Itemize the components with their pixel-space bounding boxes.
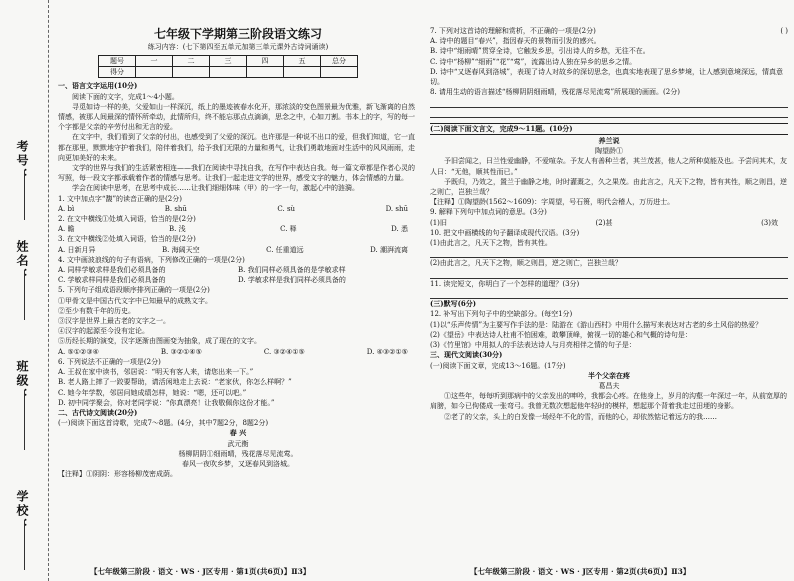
question-12-3: (3)《竹里馆》中用拟人的手法表达诗人与月亮相伴之情的句子是：	[430, 341, 636, 350]
xuexiao-line	[24, 520, 25, 570]
question-12-2: (2)《望岳》中表达诗人杜甫不怕困难，敢攀顶峰，俯视一切的雄心和气概的诗句是：	[430, 330, 692, 339]
option[interactable]: A. 同样学敏求样是我们必须具备的	[58, 266, 166, 275]
banji-label: 班级：	[15, 360, 29, 402]
score-cell[interactable]	[210, 67, 247, 78]
binding-dashed-line	[48, 0, 49, 581]
poem-author: 武元衡	[227, 439, 249, 448]
section-3-intro: (一)阅读下面文章，完成13～16题。(17分)	[430, 361, 566, 370]
q5-line: ⑤历经长期的演变，汉字逐渐由图画变为抽象，成了现在的文字。	[58, 337, 261, 346]
poem-note: 【注释】①阴阴：形容杨柳茂密成荫。	[58, 470, 177, 479]
question-10-a: (1)由此言之，凡天下之物，皆有其性。	[430, 239, 552, 248]
option[interactable]: C. 她今年学数，邻居问她成绩怎样，她说：“嗯，还可以吧。”	[58, 388, 247, 397]
score-header-row	[99, 56, 358, 67]
question-1-options	[58, 204, 418, 214]
subsection-b-heading: (二)阅读下面文言文，完成9～11题。(10分)	[430, 123, 788, 135]
option[interactable]: D. 悉	[391, 225, 408, 234]
kaohao-line	[24, 170, 25, 220]
wenyan-note: 【注释】①陶望龄(1562～1609)：字周望，号石篑，明代会稽人，万历进士。	[430, 198, 675, 207]
score-header-cell: 二	[173, 56, 210, 67]
passage-paragraph: 在文字中，我们看到了父亲的付出，也感受到了父爱的深沉。也许那是一种说不出口的爱，但我们知道，它一直都在那里，默默地守护着我们，陪伴着我们，给予我们无限的力量和勇气，让我们勇敢地面对生活中的风风雨雨，走向更加美好的未来。	[58, 133, 415, 162]
question-2-options	[58, 224, 418, 234]
score-header-cell: 一	[136, 56, 173, 67]
score-cell[interactable]	[173, 67, 210, 78]
article-paragraph: ①这些年，每每听到那病中的父亲发出的呻吟，我都会心疼。在他身上，岁月的沟壑一年深过一年，从前宽厚的肩膀，如今已佝偻成一张弯弓。我曾无数次想起他年轻时的模样，想起那个背着我走过田埂的身影。	[430, 392, 787, 411]
question-10-b: (2)由此言之，凡天下之物，顺之则昌，逆之则亡，岂独兰哉？	[430, 259, 622, 268]
score-cell[interactable]	[247, 67, 284, 78]
answer-bracket[interactable]: ( )	[780, 27, 788, 35]
question-2: 2. 在文中横线①处填入词语，恰当的是(2分)	[58, 215, 196, 224]
option[interactable]: C. 诗中“杨柳”“细雨”“花”“莺”，流露出诗人独在异乡的思乡之情。	[430, 57, 637, 66]
question-10: 10. 把文中画横线的句子翻译成现代汉语。(3分)	[430, 228, 580, 237]
question-6: 6. 下列说法不正确的一项是(2分)	[58, 357, 161, 366]
left-column	[58, 26, 418, 566]
q5-line: ①甲骨文是中国古代文字中已知最早的成熟文字。	[58, 296, 212, 305]
option[interactable]: B. 老人路上摔了一跤要帮助，请活闲地走上去说：“老家伙，你怎么样啊？”	[58, 378, 292, 387]
passage-paragraph: 学会在阅读中思考，在思考中成长……让我们细细体味（甲）的一字一句，激起心中的涟漪。	[72, 184, 359, 193]
option[interactable]: A. 日新月异	[58, 245, 96, 254]
answer-line[interactable]	[430, 110, 788, 118]
question-12-1: (1)以“乐声传情”为主要写作手法的是：陆游在《游山西村》中用什么描写来表达对古老的乡土风俗的热爱？	[430, 320, 763, 329]
option[interactable]: D. shū	[385, 204, 408, 213]
section-1-intro: 阅读下面的文字，完成1～4小题。	[72, 92, 179, 101]
option[interactable]: A. ⑤①②③④	[58, 347, 99, 356]
option[interactable]: B. ③②①④⑤	[160, 347, 202, 356]
right-footer: 【七年级第三阶段 · 语文 · WS · J区专用 · 第2页(共6页)】Ⅱ3】	[470, 567, 691, 576]
option[interactable]: B. 海阔天空	[162, 245, 200, 254]
answer-line[interactable]	[430, 271, 788, 279]
question-7-text: 7. 下列对这首诗的理解和赏析，不正确的一项是(2分)	[430, 27, 596, 35]
option[interactable]: C. ③②④①⑤	[263, 347, 305, 356]
right-column	[430, 26, 788, 566]
score-header-cell: 三	[210, 56, 247, 67]
question-5: 5. 下列句子组成语段顺序排列正确的一项是(2分)	[58, 286, 210, 295]
q5-line: ④汉字的起源至今没有定论。	[58, 327, 149, 336]
section-2-intro: (一)阅读下面这首诗歌，完成7～8题。(4分，其中7题2分，8题2分)	[58, 419, 269, 428]
question-9: 9. 解释下列句中加点词的意思。(3分)	[430, 208, 547, 217]
question-12: 12. 补写出下列句子中的空缺部分。(每空1分)	[430, 310, 573, 319]
section-2-heading: 二、古代诗文阅读(20分)	[58, 407, 138, 417]
score-header-cell: 四	[247, 56, 284, 67]
xingming-line	[24, 270, 25, 320]
wenyan-author: 陶望龄①	[595, 147, 623, 156]
question-7	[430, 26, 788, 36]
poem-title: 春 兴	[229, 428, 247, 438]
q5-line: ③汉字是世界上最古老的文字之一。	[58, 317, 170, 326]
wenyan-title: 养兰说	[598, 136, 620, 146]
blank-item[interactable]: (1)旧	[430, 218, 447, 227]
article-title: 半个父亲在疼	[588, 370, 630, 380]
question-3-options	[58, 245, 418, 255]
score-header-cell: 五	[284, 56, 321, 67]
option[interactable]: B. 我们同样必须具备的是学敏求样	[238, 266, 346, 275]
left-footer: 【七年级第三阶段 · 语文 · WS · J区专用 · 第1页(共6页)】Ⅱ3】	[90, 567, 311, 576]
score-cell[interactable]	[321, 67, 358, 78]
option[interactable]: D. ④③②①⑤	[366, 347, 408, 356]
option[interactable]: A. bì	[58, 204, 75, 213]
option[interactable]: C. sù	[277, 204, 296, 213]
blank-item[interactable]: (2)甚	[595, 218, 613, 227]
question-3: 3. 在文中横线②处填入词语，恰当的是(2分)	[58, 235, 196, 244]
xuexiao-label: 学校：	[15, 490, 29, 532]
question-8: 8. 请用生动的语言描述“杨柳阴阴细雨晴，残花落尽见流莺”所展现的画面。(2分)	[430, 88, 680, 97]
kaohao-label: 考号：	[15, 140, 29, 182]
question-5-options	[58, 347, 418, 357]
option[interactable]: C. 学敏求样同样是我们必须具备的	[58, 276, 166, 285]
question-4-options	[58, 265, 418, 285]
question-11: 11. 读完短文，你明白了一个怎样的道理？(3分)	[430, 279, 580, 288]
banji-line	[24, 390, 25, 450]
binding-margin	[0, 0, 52, 581]
blank-item[interactable]: (3)效	[761, 218, 778, 227]
option[interactable]: C. 任重道远	[266, 245, 304, 254]
option[interactable]: A. 王叔在家中读书，邻居说：“明天有客人来，请您出来一下。”	[58, 368, 254, 377]
question-1: 1. 文中加点字“馥”的读音正确的是(2分)	[58, 194, 182, 203]
question-9-items	[430, 218, 788, 228]
option[interactable]: D. 诗中“又逐春风到洛城”，表现了诗人对故乡的深切思念，也真实地表现了思乡梦境，让人感到意境深远，情真意切。	[430, 67, 783, 87]
option[interactable]: B. shū	[164, 204, 187, 213]
score-cell[interactable]	[136, 67, 173, 78]
q5-line: ②至少有数千年的历史。	[58, 306, 135, 315]
option[interactable]: D. 潮湃流离	[370, 245, 408, 254]
passage-paragraph: 寻觅如诗一样的美，父爱如山一样深沉，纸上的墨迹被春水化开，那浓淡的变色图景最为优雅，新飞渐离的自然情感，被那人间最深的情怀所牵动，此情所归，终不能忘那点点滴滴，思念之中，心如刀割。书本上的字，写的每一个字都是父亲的辛劳付出和无言的爱。	[58, 102, 415, 132]
option[interactable]: B. 诗中“细雨晴”贯穿全诗，它触发乡思，引出诗人的乡愁，无往不在。	[430, 47, 650, 56]
score-header-cell: 总分	[321, 56, 358, 67]
exam-scope: 练习内容：(七下第四至五单元加第三单元课外古诗词诵读)	[147, 43, 329, 51]
option[interactable]: C. 释	[280, 225, 297, 234]
passage-paragraph: 文学的世界与我们的生活紧密相连——我们在阅读中寻找自我，在写作中表达自我。每一篇文章都是作者心灵的写照，每一段文字都承载着作者的情感与思考。让我们一起走进文学的世界，感受文字的魅力，体会情感的力量。	[58, 164, 415, 183]
question-4: 4. 文中画波浪线的句子有语病，下列修改正确的一项是(2分)	[58, 255, 245, 264]
score-row	[99, 67, 358, 78]
section-1-heading: 一、语言文字运用(10分)	[58, 81, 138, 91]
score-row-label: 得分	[99, 67, 136, 78]
option[interactable]: D. 学敏求样是我们同样必须具备的	[238, 276, 346, 285]
answer-line[interactable]	[430, 291, 788, 299]
score-header-cell: 题号	[99, 56, 136, 67]
option[interactable]: A. 诗中的题目“春兴”，指因春天的景物而引发的感兴。	[430, 37, 601, 46]
score-cell[interactable]	[284, 67, 321, 78]
poem-line: 杨柳阴阴①细雨晴，残花落尽见流莺。	[178, 449, 298, 458]
option[interactable]: D. 初中同学聚会，你对老同学说：“你真漂亮！让我敬佩你这份才能。”	[58, 398, 275, 407]
score-table	[98, 55, 358, 78]
wenyan-paragraph: 予既归，乃效之，置兰于幽静之地，时时灌溉之，久之果茂。由此言之，凡天下之物，皆有其性，顺之则昌，逆之则亡，岂独兰哉？	[430, 177, 787, 197]
subsection-c-heading: (三)默写(6分)	[430, 299, 477, 309]
section-3-heading: 三、现代文阅读(30分)	[430, 350, 503, 360]
option[interactable]: A. 瞻	[58, 225, 75, 234]
poem-line: 春风一夜吹乡梦，又逐春风到洛城。	[182, 459, 294, 468]
xingming-label: 姓名：	[15, 240, 29, 282]
option[interactable]: B. 浅	[169, 225, 186, 234]
answer-line[interactable]	[430, 250, 788, 258]
wenyan-paragraph: 予旧尝闻之，曰兰性爱幽静，不爱喧杂。予友人有善种兰者，其兰茂甚，他人之所种莫能及也。予尝问其术，友人曰：“无他，顺其性而已。”	[430, 157, 787, 176]
answer-line[interactable]	[430, 100, 788, 108]
article-author: 葛昌夫	[598, 381, 620, 390]
article-paragraph: ②老了的父亲，头上的白发像一场经年不化的雪，而他的心，却依然惦记着远方的我……	[444, 412, 717, 421]
exam-title: 七年级下学期第三阶段语文练习	[153, 27, 322, 41]
